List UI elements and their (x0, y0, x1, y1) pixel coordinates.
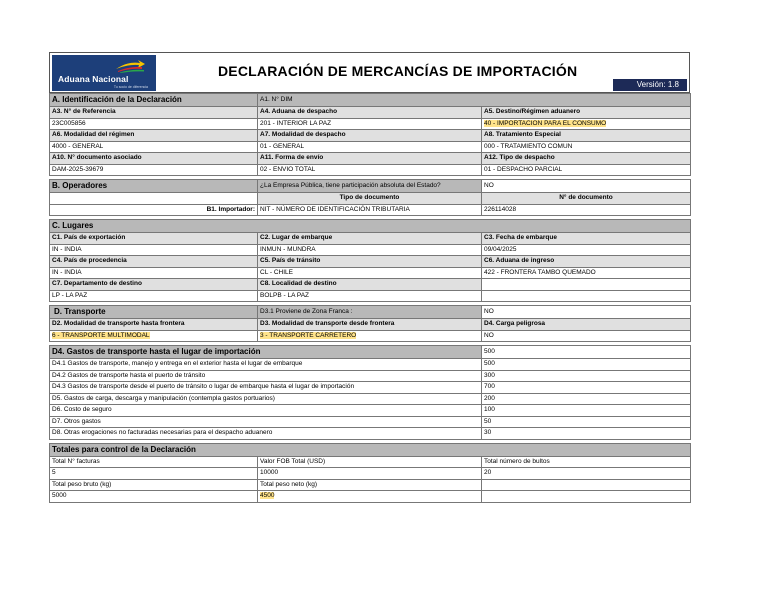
cost-label: D8. Otras erogaciones no facturadas necesarias para el despacho aduanero (50, 428, 482, 440)
tipo-documento-header: Tipo de documento (258, 193, 482, 205)
a8-label: A8. Tratamiento Especial (482, 130, 691, 142)
d2-label: D2. Modalidad de transporte hasta frontera (50, 319, 258, 331)
aduana-logo (52, 55, 156, 91)
a5-label: A5. Destino/Régimen aduanero (482, 107, 691, 119)
a1-label: A1. N° DIM (258, 94, 691, 107)
a10-label: A10. N° documento asociado (50, 153, 258, 165)
empty-cell (482, 479, 691, 491)
d2-highlight: 6 - TRANSPORTE MULTIMODAL (52, 331, 150, 339)
cost-value: 30 (482, 428, 691, 440)
empty-cell (482, 290, 691, 302)
cost-label: D6. Costo de seguro (50, 405, 482, 417)
c8-label: C8. Localidad de destino (258, 279, 482, 291)
a7-value: 01 - GENERAL (258, 141, 482, 153)
a6-value: 4000 - GENERAL (50, 141, 258, 153)
a5-highlight: 40 - IMPORTACION PARA EL CONSUMO (484, 119, 607, 127)
cost-value: 300 (482, 370, 691, 382)
d4-total-value: 500 (482, 346, 691, 359)
section-totals (49, 443, 691, 503)
cost-label: D4.2 Gastos de transporte hasta el puerto de tránsito (50, 370, 482, 382)
facturas-label: Total N° facturas (50, 456, 258, 468)
cost-label: D5. Gastos de carga, descarga y manipulación (contempla gastos portuarios) (50, 393, 482, 405)
c1-label: C1. País de exportación (50, 233, 258, 245)
peso-bruto-value: 5000 (50, 491, 258, 503)
version-badge: Versión: 1.8 (613, 79, 687, 91)
form-header (49, 52, 690, 93)
table-row (50, 428, 691, 440)
section-a (49, 93, 691, 176)
cost-value: 500 (482, 359, 691, 371)
table-row (50, 382, 691, 394)
peso-neto-value (258, 491, 482, 503)
peso-bruto-label: Total peso bruto (kg) (50, 479, 258, 491)
c5-value: CL - CHILE (258, 267, 482, 279)
logo-arrow-icon (114, 59, 146, 73)
a3-value: 23C005856 (50, 118, 258, 130)
c1-value: IN - INDIA (50, 244, 258, 256)
a12-label: A12. Tipo de despacho (482, 153, 691, 165)
cost-value: 100 (482, 405, 691, 417)
cost-label: D4.1 Gastos de transporte, manejo y entrega en el exterior hasta el lugar de embarque (50, 359, 482, 371)
c4-value: IN - INDIA (50, 267, 258, 279)
c3-value: 09/04/2025 (482, 244, 691, 256)
c5-label: C5. País de tránsito (258, 256, 482, 268)
peso-neto-label: Total peso neto (kg) (258, 479, 482, 491)
c6-label: C6. Aduana de ingreso (482, 256, 691, 268)
c4-label: C4. País de procedencia (50, 256, 258, 268)
empresa-publica-question: ¿La Empresa Pública, tiene participación absoluta del Estado? (258, 180, 482, 193)
c8-value: BOLPB - LA PAZ (258, 290, 482, 302)
table-row (50, 370, 691, 382)
d3-value (258, 330, 482, 342)
b1-numero-value: 226114028 (482, 204, 691, 216)
a12-value: 01 - DESPACHO PARCIAL (482, 164, 691, 176)
b1-label: B1. Importador: (50, 204, 258, 216)
fob-value: 10000 (258, 468, 482, 480)
a4-label: A4. Aduana de despacho (258, 107, 482, 119)
a6-label: A6. Modalidad del régimen (50, 130, 258, 142)
c7-label: C7. Departamento de destino (50, 279, 258, 291)
declaration-form (49, 52, 690, 503)
d3-highlight: 3 - TRANSPORTE CARRETERO (260, 331, 357, 339)
d3-label: D3. Modalidad de transporte desde frontera (258, 319, 482, 331)
section-c-title: C. Lugares (50, 220, 691, 233)
table-row (50, 393, 691, 405)
c7-value: LP - LA PAZ (50, 290, 258, 302)
form-title: DECLARACIÓN DE MERCANCÍAS DE IMPORTACIÓN (218, 63, 578, 79)
d4-value: NO (482, 330, 691, 342)
section-d (49, 305, 691, 342)
table-row (50, 405, 691, 417)
c3-label: C3. Fecha de embarque (482, 233, 691, 245)
empty-cell (50, 193, 258, 205)
logo-name: Aduana Nacional (58, 74, 129, 84)
c2-label: C2. Lugar de embarque (258, 233, 482, 245)
a11-label: A11. Forma de envío (258, 153, 482, 165)
a10-value: DAM-2025-39679 (50, 164, 258, 176)
c6-value: 422 - FRONTERA TAMBO QUEMADO (482, 267, 691, 279)
c2-value: INMUN - MUNDRA (258, 244, 482, 256)
d4-label: D4. Carga peligrosa (482, 319, 691, 331)
logo-tagline: Tu socio de diferencia (113, 85, 148, 89)
table-row (50, 359, 691, 371)
a11-value: 02 - ENVIO TOTAL (258, 164, 482, 176)
d31-label: D3.1 Proviene de Zona Franca : (258, 306, 482, 319)
a7-label: A7. Modalidad de despacho (258, 130, 482, 142)
fob-label: Valor FOB Total (USD) (258, 456, 482, 468)
table-row (50, 416, 691, 428)
section-d-title: D. Transporte (50, 306, 258, 319)
cost-value: 700 (482, 382, 691, 394)
peso-neto-highlight: 4500 (260, 492, 275, 500)
a8-value: 000 - TRATAMIENTO COMUN (482, 141, 691, 153)
d2-value (50, 330, 258, 342)
a4-value: 201 - INTERIOR LA PAZ (258, 118, 482, 130)
bultos-value: 20 (482, 468, 691, 480)
cost-label: D4.3 Gastos de transporte desde el puerto de tránsito o lugar de embarque hasta el lugar de importación (50, 382, 482, 394)
empresa-publica-answer: NO (482, 180, 691, 193)
section-b-title: B. Operadores (50, 180, 258, 193)
section-c (49, 219, 691, 302)
b1-tipo-value: NIT - NÚMERO DE IDENTIFICACIÓN TRIBUTARIA (258, 204, 482, 216)
empty-cell (482, 279, 691, 291)
section-d4-title: D4. Gastos de transporte hasta el lugar de importación (50, 346, 482, 359)
numero-documento-header: N° de documento (482, 193, 691, 205)
a3-label: A3. N° de Referencia (50, 107, 258, 119)
d31-value: NO (482, 306, 691, 319)
cost-value: 200 (482, 393, 691, 405)
totals-title: Totales para control de la Declaración (50, 443, 691, 456)
section-b (49, 179, 691, 216)
section-a-title: A. Identificación de la Declaración (50, 94, 258, 107)
empty-cell (482, 491, 691, 503)
facturas-value: 5 (50, 468, 258, 480)
bultos-label: Total número de bultos (482, 456, 691, 468)
a5-value (482, 118, 691, 130)
section-d4 (49, 345, 691, 440)
cost-value: 50 (482, 416, 691, 428)
cost-label: D7. Otros gastos (50, 416, 482, 428)
